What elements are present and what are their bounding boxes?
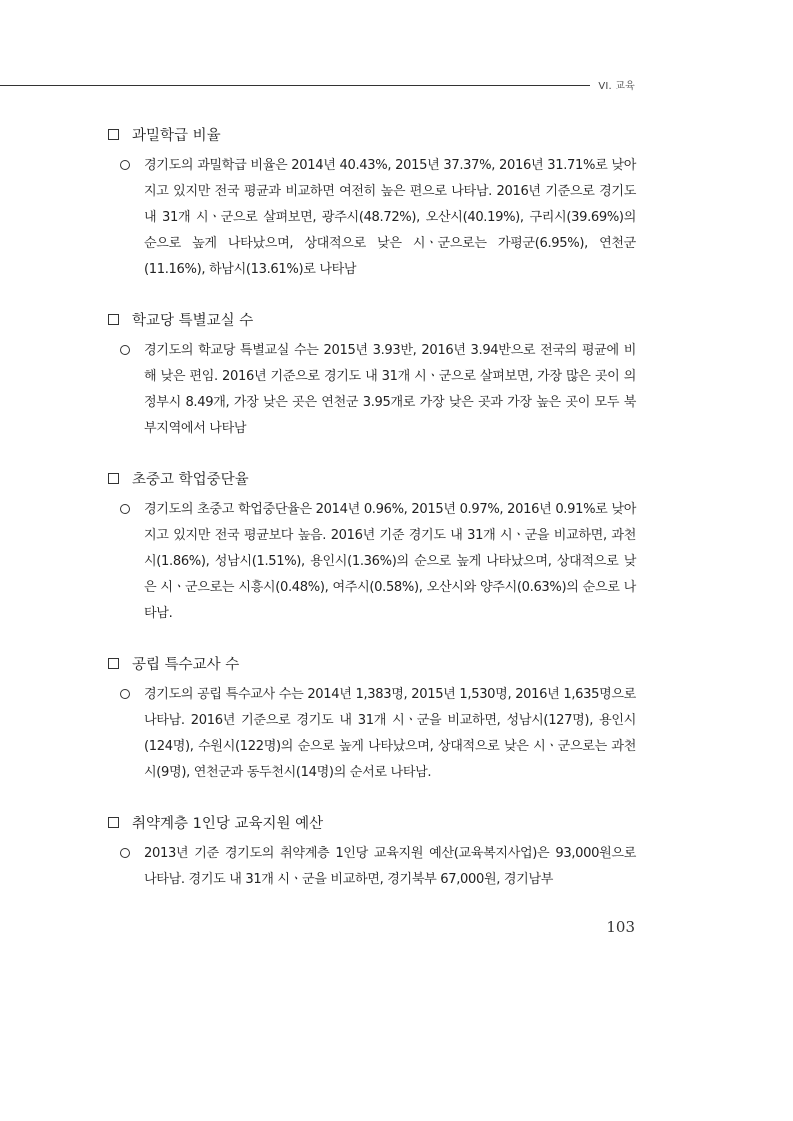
circle-bullet-icon — [120, 504, 130, 514]
section-heading — [108, 124, 636, 144]
circle-bullet-icon — [120, 160, 130, 170]
bullet-item — [120, 841, 636, 893]
circle-bullet-icon — [120, 689, 130, 699]
bullet-item — [120, 682, 636, 786]
section-special-teachers — [108, 653, 636, 786]
page-content — [108, 124, 636, 919]
square-bullet-icon — [108, 473, 119, 484]
bullet-item — [120, 497, 636, 627]
section-heading — [108, 812, 636, 832]
section-education-budget — [108, 812, 636, 893]
section-heading — [108, 309, 636, 329]
section-heading — [108, 653, 636, 673]
circle-bullet-icon — [120, 848, 130, 858]
section-dropout-rate — [108, 468, 636, 627]
square-bullet-icon — [108, 314, 119, 325]
square-bullet-icon — [108, 129, 119, 140]
bullet-text: 경기도의 학교당 특별교실 수는 2015년 3.93반, 2016년 3.94반으로 전국의 평균에 비해 낮은 편임. 2016년 기준으로 경기도 내 31개 시ㆍ군으로 살펴보면, 가장 많은 곳이 의정부시 8.49개, 가장 낮은 곳은 연천군 3.95개로 가장 낮은 곳과 가장 높은 곳이 모두 북부지역에서 나타남 — [144, 343, 636, 436]
header-rule — [0, 85, 590, 86]
section-special-classrooms — [108, 309, 636, 442]
section-overcrowded-classes — [108, 124, 636, 283]
section-title: 취약계층 1인당 교육지원 예산 — [132, 815, 324, 832]
section-heading — [108, 468, 636, 488]
bullet-text: 경기도의 초중고 학업중단율은 2014년 0.96%, 2015년 0.97%, 2016년 0.91%로 낮아지고 있지만 전국 평균보다 높음. 2016년 기준 경기도 내 31개 시ㆍ군을 비교하면, 과천시(1.86%), 성남시(1.51%), 용인시(1.36%)의 순으로 높게 나타났으며, 상대적으로 낮은 시ㆍ군으로는 시흥시(0.48%), 여주시(0.58%), 오산시와 양주시(0.63%)의 순으로 나타남. — [144, 502, 636, 621]
square-bullet-icon — [108, 817, 119, 828]
section-title: 학교당 특별교실 수 — [132, 312, 254, 329]
page-number: 103 — [606, 918, 635, 936]
bullet-item — [120, 338, 636, 442]
bullet-text: 경기도의 과밀학급 비율은 2014년 40.43%, 2015년 37.37%, 2016년 31.71%로 낮아지고 있지만 전국 평균과 비교하면 여전히 높은 편으로 나타남. 2016년 기준으로 경기도 내 31개 시ㆍ군으로 살펴보면, 광주시(48.72%), 오산시(40.19%), 구리시(39.69%)의 순으로 높게 나타났으며, 상대적으로 낮은 시ㆍ군으로는 가평군(6.95%), 연천군(11.16%), 하남시(13.61%)로 나타남 — [144, 158, 636, 277]
section-title: 초중고 학업중단율 — [132, 471, 249, 488]
section-title: 공립 특수교사 수 — [132, 656, 240, 673]
bullet-text: 2013년 기준 경기도의 취약계층 1인당 교육지원 예산(교육복지사업)은 93,000원으로 나타남. 경기도 내 31개 시ㆍ군을 비교하면, 경기북부 67,000원, 경기남부 — [144, 846, 636, 887]
section-title: 과밀학급 비율 — [132, 127, 221, 144]
bullet-item — [120, 153, 636, 283]
running-header: VI. 교육 — [598, 81, 635, 92]
square-bullet-icon — [108, 658, 119, 669]
bullet-text: 경기도의 공립 특수교사 수는 2014년 1,383명, 2015년 1,530명, 2016년 1,635명으로 나타남. 2016년 기준으로 경기도 내 31개 시ㆍ군을 비교하면, 성남시(127명), 용인시(124명), 수원시(122명)의 순으로 높게 나타났으며, 상대적으로 낮은 시ㆍ군으로는 과천시(9명), 연천군과 동두천시(14명)의 순서로 나타남. — [144, 687, 636, 780]
circle-bullet-icon — [120, 345, 130, 355]
